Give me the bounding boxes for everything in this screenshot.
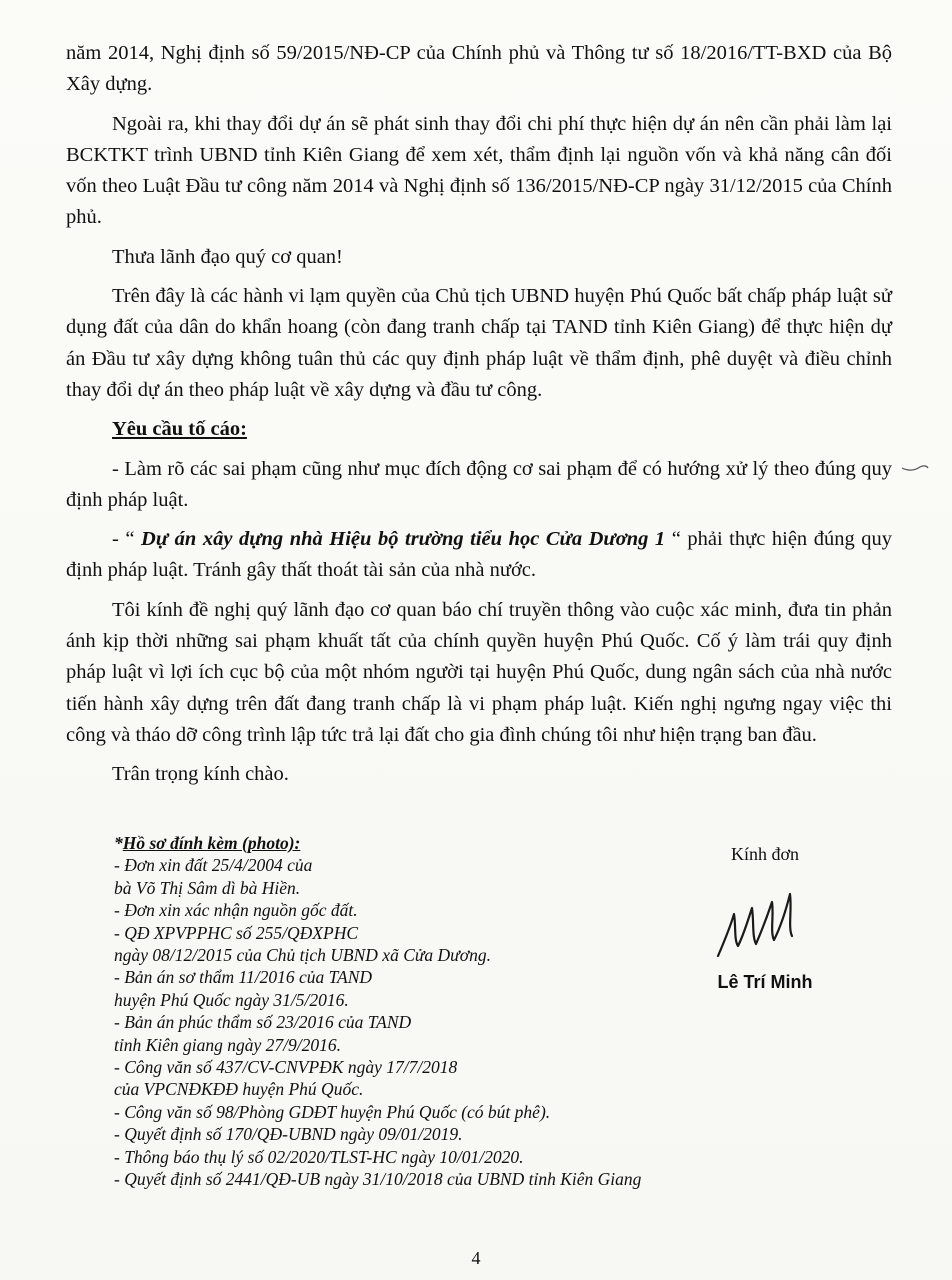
attachment-line: - Công văn số 437/CV-CNVPĐK ngày 17/7/2018 [114,1057,458,1078]
signature-block [700,842,830,993]
attachment-line: - Công văn số 98/Phòng GDĐT huyện Phú Quốc (có bút phê). [114,1101,551,1122]
paragraph-continuation: năm 2014, Nghị định số 59/2015/NĐ-CP của Chính phủ và Thông tư số 18/2016/TT-BXD của Bộ Xây dựng. [66,42,892,96]
attachment-line: của VPCNĐKĐĐ huyện Phú Quốc. [114,1079,364,1100]
signer-name: Lê Trí Minh [717,972,813,992]
paragraph-press-request: Tôi kính đề nghị quý lãnh đạo cơ quan báo chí truyền thông vào cuộc xác minh, đưa tin phản ánh kịp thời những sai phạm khuất tất của chính quyền huyện Phú Quốc. Cố ý làm trái quy định pháp luật vì lợi ích cục bộ của một nhóm người tại huyện Phú Quốc, dung ngân sách của nhà nước tiến hành xây dựng trên đất đang tranh chấp là vi phạm pháp luật. Kiến nghị ngưng ngay việc thi công và tháo dỡ công trình lập tức trả lại đất cho gia đình chúng tôi như hiện trạng ban đầu. [66,598,892,746]
paragraph-summary: Trên đây là các hành vi lạm quyền của Chủ tịch UBND huyện Phú Quốc bất chấp pháp luật sử dụng đất của dân do khẩn hoang (còn đang tranh chấp tại TAND tỉnh Kiên Giang) để thực hiện dự án Đầu tư xây dựng không tuân thủ các quy định pháp luật về thẩm định, phê duyệt và điều chỉnh thay đổi dự án theo pháp luật về xây dựng và đầu tư công. [66,285,892,401]
closing-line: Trân trọng kính chào. [112,763,289,786]
attachment-line: - Quyết định số 2441/QĐ-UB ngày 31/10/2018 của UBND tỉnh Kiên Giang [114,1169,642,1190]
paragraph-project-change: Ngoài ra, khi thay đổi dự án sẽ phát sinh thay đổi chi phí thực hiện dự án nên cần phải làm lại BCKTKT trình UBND tỉnh Kiên Giang để xem xét, thẩm định lại nguồn vốn và khả năng cân đối vốn theo Luật Đầu tư công năm 2014 và Nghị định số 136/2015/NĐ-CP ngày 31/12/2015 của Chính phủ. [66,112,892,229]
attachment-line: huyện Phú Quốc ngày 31/5/2016. [114,989,349,1010]
attachment-line: bà Võ Thị Sâm dì bà Hiền. [114,877,301,898]
attachment-line: - Bản án phúc thẩm số 23/2016 của TAND [114,1012,412,1033]
page-number: 4 [471,1248,481,1268]
salutation: Thưa lãnh đạo quý cơ quan! [112,245,343,268]
request-item-suffix: “ phải thực hiện đúng quy định pháp luật. Tránh gây thất thoát tài sản của nhà nước. [66,528,893,582]
margin-mark-icon [900,462,930,474]
attachment-line: - Thông báo thụ lý số 02/2020/TLST-HC ngày 10/01/2020. [114,1146,524,1167]
request-item-project [66,524,892,587]
attachments-title [114,832,754,854]
attachments-title-text: Hồ sơ đính kèm (photo): [122,833,301,853]
attachment-line: - Đơn xin xác nhận nguồn gốc đất. [114,900,358,921]
attachment-line: - Đơn xin đất 25/4/2004 của [114,855,313,876]
requests-heading: Yêu cầu tố cáo: [112,418,247,441]
signature-label: Kính đơn [730,844,800,864]
document-body [66,38,892,799]
attachments-list [114,832,754,1191]
attachment-line: - QĐ XPVPPHC số 255/QĐXPHC [114,922,359,943]
attachments-star: * [114,833,123,853]
attachment-line: ngày 08/12/2015 của Chủ tịch UBND xã Cửa Dương. [114,945,491,966]
project-name: Dự án xây dựng nhà Hiệu bộ trường tiểu học Cửa Dương 1 [141,528,666,551]
request-item-prefix: - “ [112,528,142,551]
attachment-line: - Bản án sơ thẩm 11/2016 của TAND [114,967,373,988]
request-item: - Làm rõ các sai phạm cũng như mục đích động cơ sai phạm để có hướng xử lý theo đúng quy định pháp luật. [66,457,892,511]
handwritten-signature [710,884,820,964]
attachment-line: - Quyết định số 170/QĐ-UBND ngày 09/01/2019. [114,1124,463,1145]
attachment-line: tỉnh Kiên giang ngày 27/9/2016. [114,1034,342,1055]
